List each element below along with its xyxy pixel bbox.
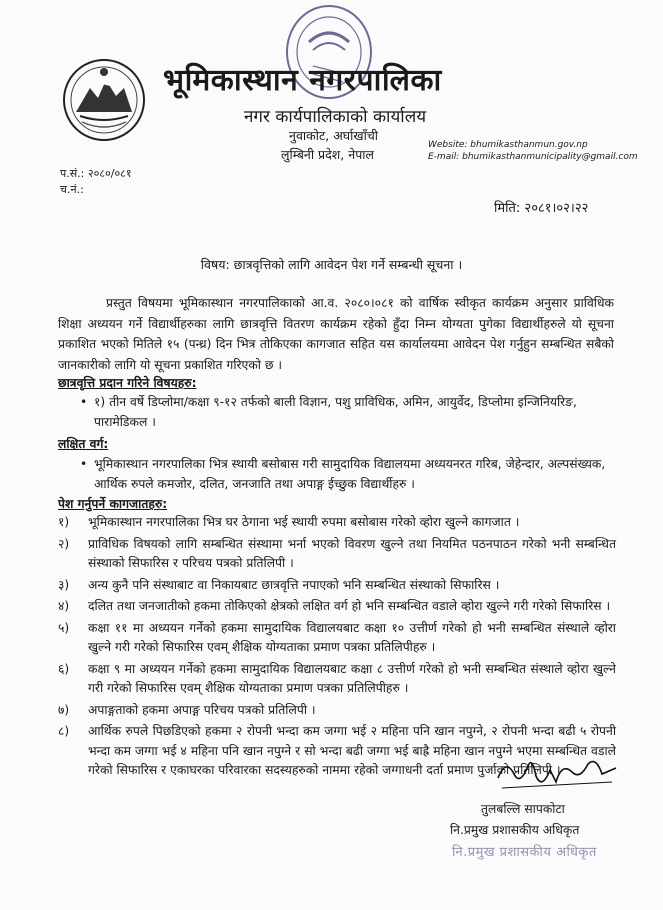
list-item: ३) अन्य कुनै पनि संस्थाबाट वा निकायबाट छात्रवृत्ति नपाएको भनि सम्बन्धित संस्थाको सिफारिस ।: [58, 577, 500, 592]
list-item: ८) आर्थिक रुपले पिछडिएको हकमा २ रोपनी भन्दा कम जग्गा भई २ महिना पनि खान नपुग्ने, २ रोपनी भन्दा बढी ५ रोपनी भन्दा कम जग्गा भई ४ महिना पनि खान नपुग्ने र सो भन्दा बढी जग्गा भई बाह्रै महिना खान नपुग्ने भएमा सम्बन्धित वडाले गरेको सिफारिस र एकाघरका परिवारका सदस्यहरुको नाममा रहेको जग्गाधनी दर्ता प्रमाण पुर्जाको प्रतिलिपी ।: [58, 724, 616, 777]
documents-list: [58, 513, 616, 783]
email-text: E-mail: bhumikasthanmunicipality@gmail.com: [428, 152, 638, 162]
office-subtitle: नगर कार्यपालिकाको कार्यालय: [244, 107, 427, 127]
bullet-dot: •: [80, 457, 88, 471]
address-line-1: नुवाकोट, अर्घाखाँची: [289, 128, 379, 143]
target-item-text: भूमिकास्थान नगरपालिका भित्र स्थायी बसोबास गरी सामुदायिक विद्यालयमा अध्ययनरत गरिब, जेहेन्दार, अल्पसंख्यक, आर्थिक रुपले कमजोर, दलित, जनजाति तथा अपाङ्ग ईच्छुक विद्यार्थीहरु ।: [94, 457, 606, 491]
subjects-item: [60, 393, 616, 432]
designation-stamp: नि.प्रमुख प्रशासकीय अधिकृत: [452, 845, 597, 860]
target-item: [60, 455, 616, 494]
bullet-dot: •: [80, 395, 88, 409]
subjects-heading: छात्रवृत्ति प्रदान गरिने विषयहरु:: [58, 376, 197, 390]
intro-paragraph: प्रस्तुत विषयमा भूमिकास्थान नगरपालिकाको आ.व. २०८०।०८१ को वार्षिक स्वीकृत कार्यक्रम अनुसार प्राविधिक शिक्षा अध्ययन गर्ने विद्यार्थीहरुका लागि छात्रवृत्ति वितरण कार्यक्रम रहेको हुँदा निम्न योग्यता पुगेका विद्यार्थीहरुले यो सूचना प्रकाशित भएको मितिले १५ (पन्ध्र) दिन भित्र तोकिएका कागजात सहित यस कार्यालयमा आवेदन पेश गर्नुहुन सम्बन्धित सबैको जानकारीको लागि यो सूचना प्रकाशित गरिएको छ ।: [58, 296, 614, 372]
signature-scribble: [492, 752, 622, 794]
list-item: ५) कक्षा ११ मा अध्ययन गर्नेको हकमा सामुदायिक विद्यालयबाट कक्षा १० उत्तीर्ण गरेको हो भनी सम्बन्धित संस्थाले व्होरा खुल्ने गरी गरेको सिफारिस एवम् शैक्षिक योग्यताका प्रमाण पत्रका प्रतिलिपीहरु ।: [58, 620, 616, 654]
target-heading: लक्षित वर्ग:: [58, 437, 109, 451]
signatory-name: तुलबल्लि सापकोटा: [481, 802, 565, 816]
address-line-2: लुम्बिनी प्रदेश, नेपाल: [281, 147, 375, 162]
list-item: ६) कक्षा ९ मा अध्ययन गर्नेको हकमा सामुदायिक विद्यालयबाट कक्षा ८ उत्तीर्ण गरेको हो भनी सम्बन्धित संस्थाले व्होरा खुल्ने गरी गरेको सिफारिस एवम् शैक्षिक योग्यताका प्रमाण पत्रका प्रतिलिपीहरु ।: [58, 661, 616, 695]
letter-date: मिति: २०८१।०२।२२: [494, 201, 589, 216]
website-text: Website: bhumikasthanmun.gov.np: [428, 140, 588, 150]
documents-heading: पेश गर्नुपर्ने कागजातहरु:: [58, 497, 168, 511]
list-item: ४) दलित तथा जनजातीको हकमा तोकिएको क्षेत्रको लक्षित वर्ग हो भनि सम्बन्धित वडाले व्होरा खुल्ने गरी गरेको सिफारिस ।: [58, 599, 611, 613]
signatory-designation: नि.प्रमुख प्रशासकीय अधिकृत: [450, 823, 580, 837]
list-item: ७) अपाङ्गताको हकमा अपाङ्ग परिचय पत्रको प्रतिलिपी ।: [58, 702, 316, 717]
subjects-item-text: १) तीन वर्षे डिप्लोमा/कक्षा ९-१२ तर्फको बाली विज्ञान, पशु प्राविधिक, अमिन, आयुर्वेद, डिप्लोमा इन्जिनियरिङ, पारामेडिकल ।: [94, 395, 577, 429]
nepal-emblem-icon: [62, 58, 146, 142]
list-item: १) भूमिकास्थान नगरपालिका भित्र घर ठेगाना भई स्थायी रुपमा बसोबास गरेको व्होरा खुल्ने कागजात ।: [58, 515, 520, 529]
subject-line: विषय: छात्रवृत्तिको लागि आवेदन पेश गर्ने सम्बन्धी सूचना ।: [200, 257, 463, 272]
office-title: भूमिकास्थान नगरपालिका: [163, 63, 442, 98]
contact-block: [428, 139, 638, 163]
dispatch-number: च.नं.:: [60, 183, 84, 196]
letter-number: प.सं.: २०८०/०८१: [60, 167, 132, 180]
list-item: २) प्राविधिक विषयको लागि सम्बन्धित संस्थामा भर्ना भएको विवरण खुल्ने तथा नियमित पठनपाठन गरेको भनी सम्बन्धित संस्थाको सिफारिस र परिचय पत्रको प्रतिलिपी ।: [58, 536, 616, 570]
